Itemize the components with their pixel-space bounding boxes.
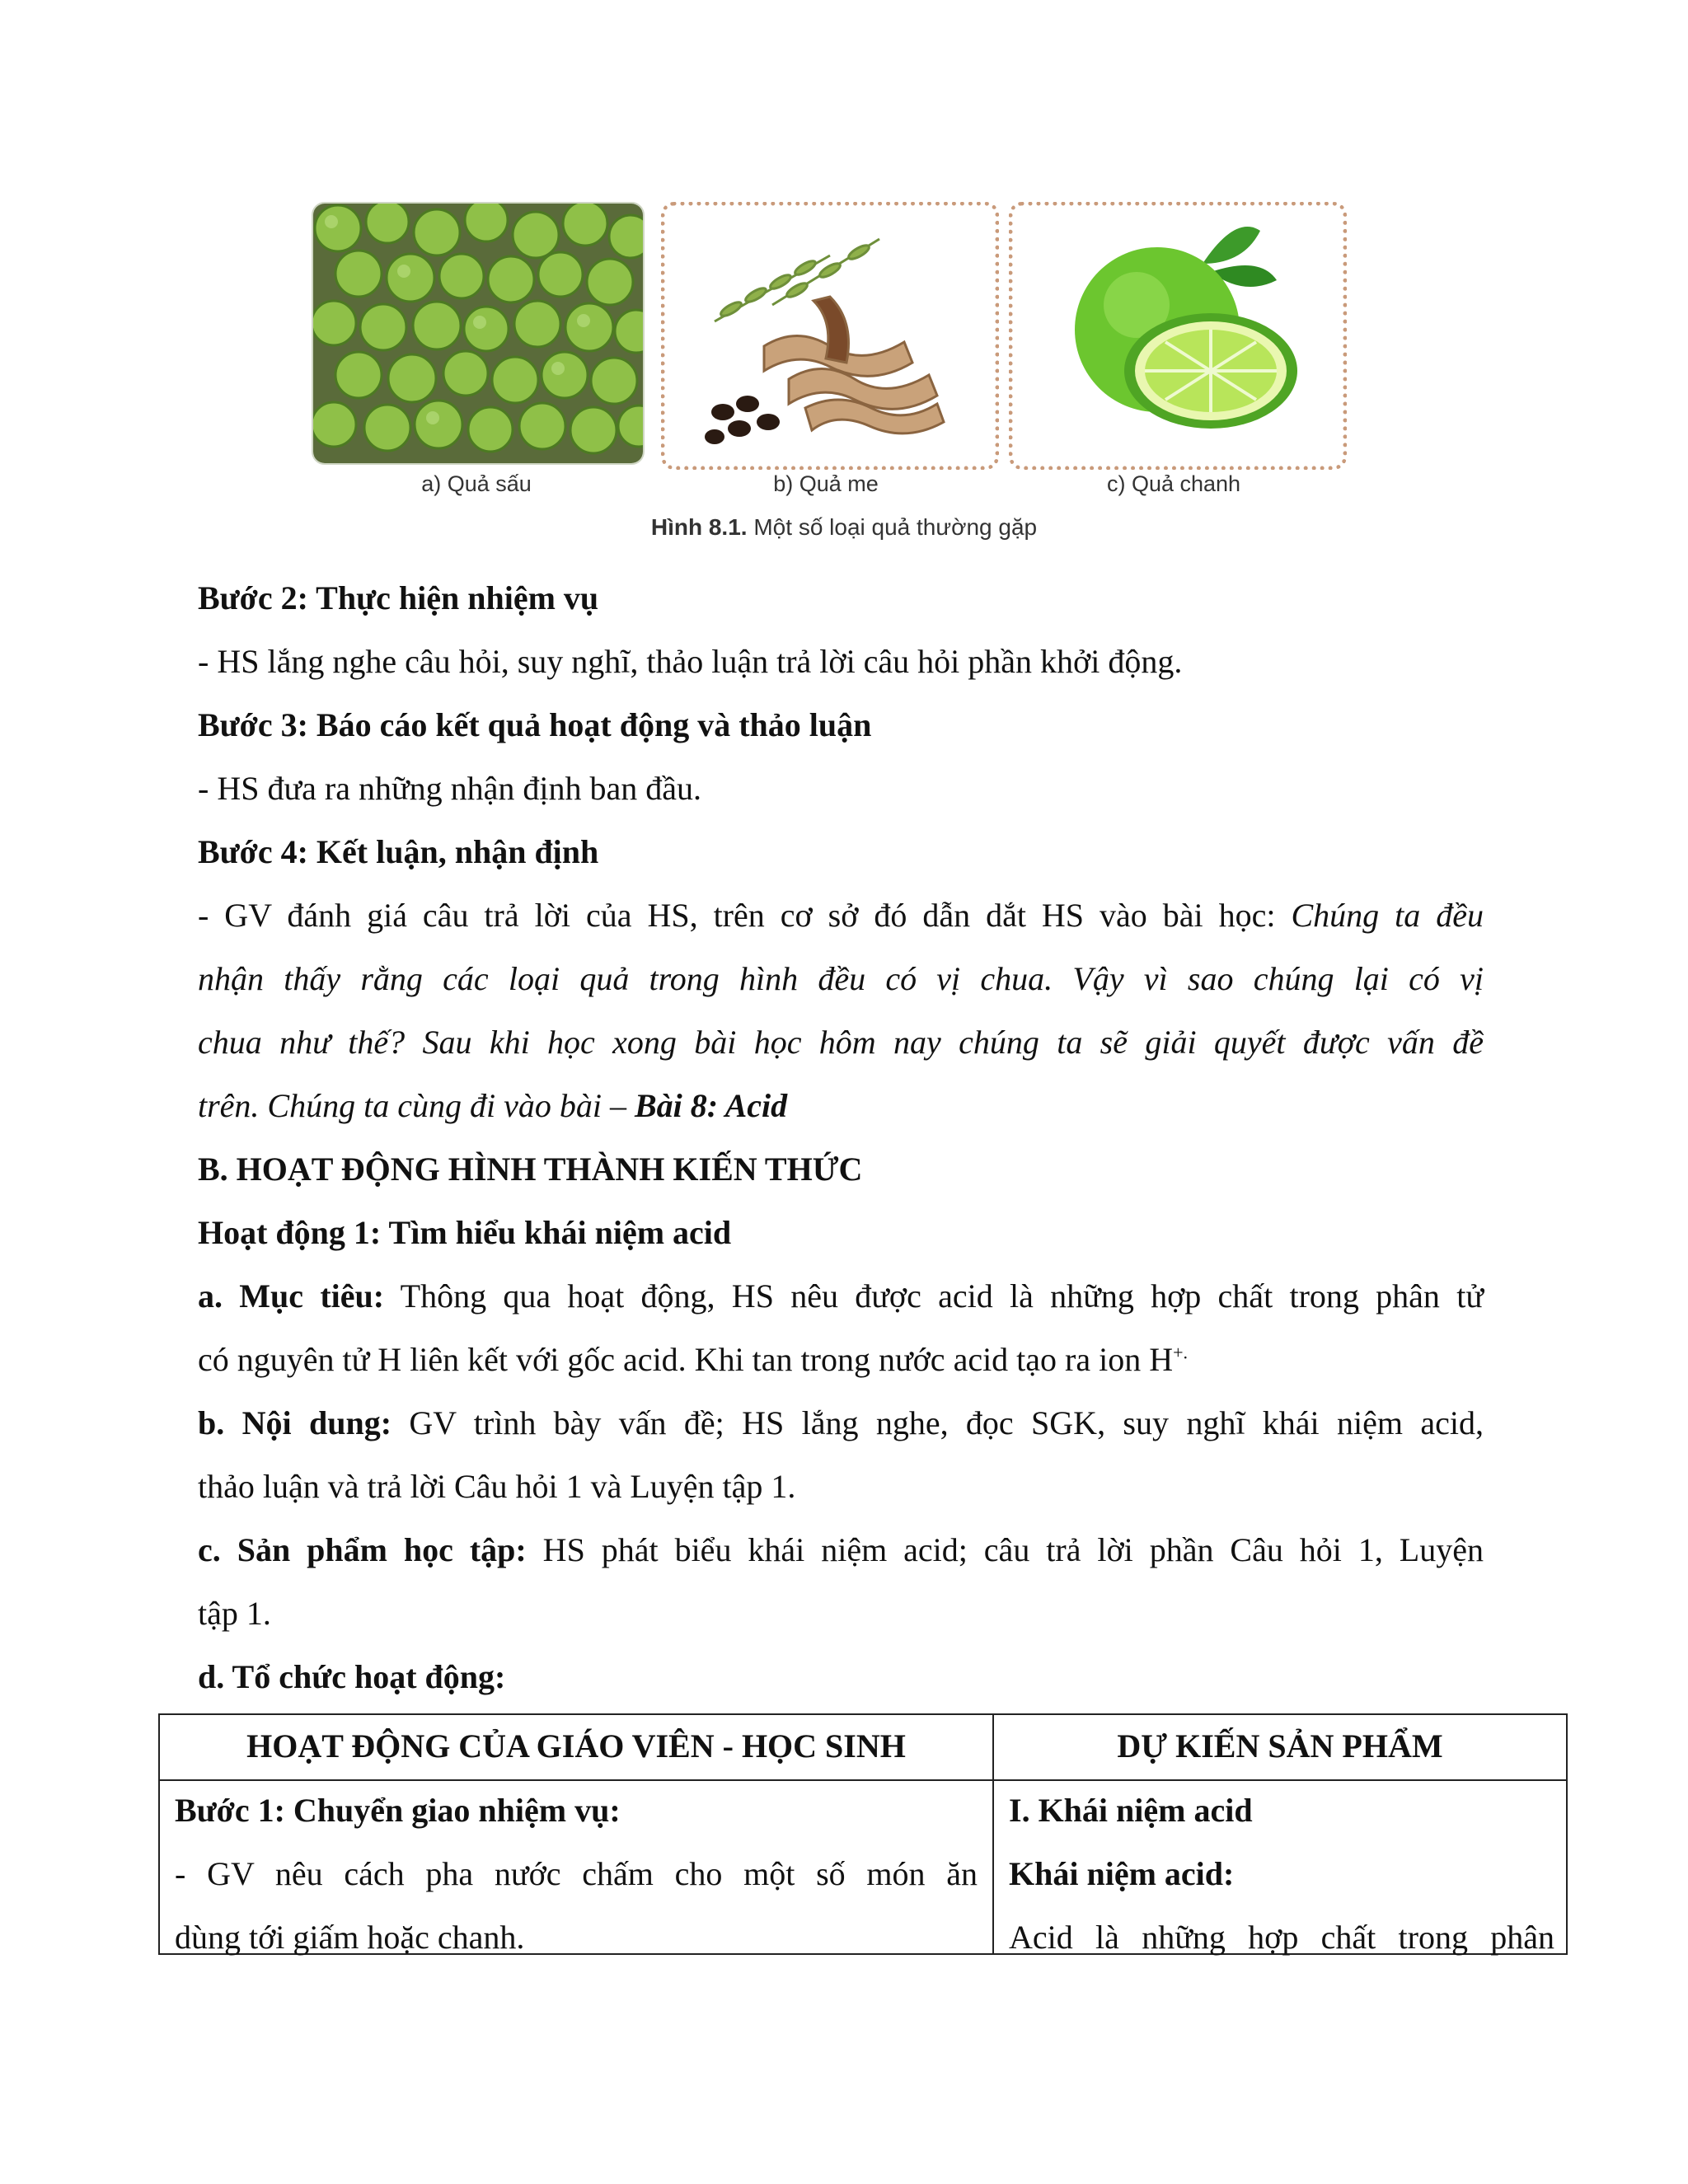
step4-line4-italic: trên. Chúng ta cùng đi vào bài – [198,1087,635,1124]
objective-label: a. Mục tiêu: [198,1277,385,1315]
figure-title-text: Một số loại quả thường gặp [753,514,1038,540]
figure-tamarind-image [661,202,999,470]
objective-line1 [198,1277,1484,1316]
figure-caption-a: a) Quả sấu [421,471,532,496]
step4-paragraph-line4 [198,1086,1484,1126]
figure-sau-fruit-image [312,202,645,465]
objective-text2: có nguyên tử H liên kết với gốc acid. Khi tan trong nước acid tạo ra ion H [198,1341,1174,1378]
table-right-heading: I. Khái niệm acid [1009,1792,1253,1829]
content-line2: thảo luận và trả lời Câu hỏi 1 và Luyện tập 1. [198,1468,796,1505]
product-label: c. Sản phẩm học tập: [198,1531,527,1568]
lesson-title: Bài 8: Acid [634,1087,788,1124]
objective-line2 [198,1340,1484,1380]
table-header-expected-product: DỰ KIẾN SẢN PHẨM [1117,1727,1443,1765]
step4-paragraph-line1 [198,896,1484,935]
figure-caption-b: b) Quả me [773,471,879,496]
section-b-heading: B. HOẠT ĐỘNG HÌNH THÀNH KIẾN THỨC [198,1151,863,1188]
organization-heading: d. Tổ chức hoạt động: [198,1658,506,1695]
objective-text1: Thông qua hoạt động, HS nêu được acid là những hợp chất trong phân tử [384,1277,1484,1315]
figure-title-label: Hình 8.1. [650,514,748,540]
step2-heading: Bước 2: Thực hiện nhiệm vụ [198,579,599,616]
figure-title [0,514,1688,541]
activity-table [158,1713,1568,1955]
activity-1-heading: Hoạt động 1: Tìm hiểu khái niệm acid [198,1214,732,1251]
step4-text-italic: Chúng ta đều [1291,897,1484,934]
step3-text: - HS đưa ra những nhận định ban đầu. [198,770,702,807]
figure-lime-image [1009,202,1347,470]
content-line1 [198,1404,1484,1443]
table-header-divider [160,1779,1566,1781]
product-line2: tập 1. [198,1595,271,1632]
table-right-subheading: Khái niệm acid: [1009,1855,1235,1892]
step4-paragraph-line2: nhận thấy rằng các loại quả trong hình đều có vị chua. Vậy vì sao chúng lại có vị [198,960,1484,997]
table-left-heading: Bước 1: Chuyển giao nhiệm vụ: [175,1792,621,1829]
step3-heading: Bước 3: Báo cáo kết quả hoạt động và thảo luận [198,706,872,743]
table-left-line1: - GV nêu cách pha nước chấm cho một số món ăn [175,1855,978,1892]
content-text1: GV trình bày vấn đề; HS lắng nghe, đọc SGK, suy nghĩ khái niệm acid, [392,1404,1484,1441]
table-header-teacher-student: HOẠT ĐỘNG CỦA GIÁO VIÊN - HỌC SINH [246,1727,906,1765]
step4-paragraph-line3: chua như thế? Sau khi học xong bài học hôm nay chúng ta sẽ giải quyết được vấn đề [198,1024,1484,1061]
table-right-line1: Acid là những hợp chất trong phân [1009,1919,1554,1956]
ion-superscript: +. [1173,1342,1189,1363]
table-left-line2: dùng tới giấm hoặc chanh. [175,1919,525,1956]
product-text1: HS phát biểu khái niệm acid; câu trả lời phần Câu hỏi 1, Luyện [526,1531,1484,1568]
figure-caption-c: c) Quả chanh [1106,471,1241,496]
step4-heading: Bước 4: Kết luận, nhận định [198,833,599,870]
step4-text-plain: - GV đánh giá câu trả lời của HS, trên cơ sở đó dẫn dắt HS vào bài học: [198,897,1292,934]
product-line1 [198,1530,1484,1570]
content-label: b. Nội dung: [198,1404,392,1441]
step2-text: - HS lắng nghe câu hỏi, suy nghĩ, thảo luận trả lời câu hỏi phần khởi động. [198,643,1183,680]
